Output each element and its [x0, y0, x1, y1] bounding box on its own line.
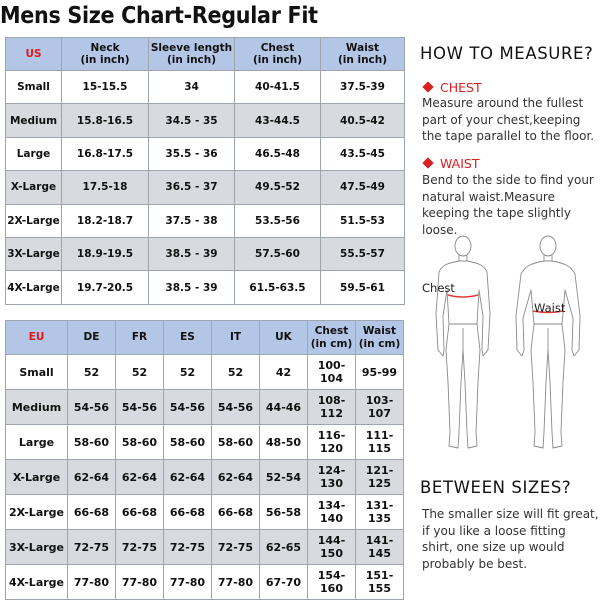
table-row [6, 137, 405, 170]
waist-instructions: Bend to the side to find your natural waist.Measure keeping the tape slightly loose. [422, 173, 594, 237]
table-cell: 53.5-56 [235, 204, 321, 237]
table-cell: 66-68 [212, 495, 260, 530]
table-cell: 62-64 [212, 460, 260, 495]
table-cell: 66-68 [116, 495, 164, 530]
between-sizes-heading: BETWEEN SIZES? [420, 478, 572, 497]
table-cell: 154-160 [308, 565, 356, 600]
column-header: DE [68, 321, 116, 355]
table-header-row [6, 321, 404, 355]
size-label-cell: Medium [6, 390, 68, 425]
table-cell: 37.5 - 38 [149, 204, 235, 237]
table-row [6, 530, 404, 565]
column-header: ES [164, 321, 212, 355]
column-header: Neck (in inch) [62, 38, 149, 71]
table-row [6, 460, 404, 495]
table-cell: 134-140 [308, 495, 356, 530]
table-cell: 43-44.5 [235, 104, 321, 137]
table-cell: 43.5-45 [321, 137, 405, 170]
table-row [6, 390, 404, 425]
size-label-cell: Large [6, 137, 62, 170]
table-header-row [6, 38, 405, 71]
column-header: UK [260, 321, 308, 355]
table-cell: 95-99 [356, 355, 404, 390]
table-row [6, 237, 405, 270]
waist-figure-label: Waist [534, 301, 566, 315]
chest-figure-label: Chest [422, 281, 455, 295]
table-cell: 15.8-16.5 [62, 104, 149, 137]
table-cell: 19.7-20.5 [62, 271, 149, 304]
table-row [6, 71, 405, 104]
table-row [6, 495, 404, 530]
table-cell: 72-75 [164, 530, 212, 565]
table-cell: 131-135 [356, 495, 404, 530]
table-cell: 58-60 [116, 425, 164, 460]
table-cell: 52 [116, 355, 164, 390]
us-size-table [5, 37, 405, 305]
table-cell: 67-70 [260, 565, 308, 600]
table-cell: 38.5 - 39 [149, 237, 235, 270]
table-cell: 54-56 [116, 390, 164, 425]
page-title: Mens Size Chart-Regular Fit [0, 3, 318, 29]
table-row [6, 425, 404, 460]
table-cell: 56-58 [260, 495, 308, 530]
table-row [6, 204, 405, 237]
table-cell: 124-130 [308, 460, 356, 495]
table-cell: 46.5-48 [235, 137, 321, 170]
table-cell: 54-56 [212, 390, 260, 425]
table-cell: 42 [260, 355, 308, 390]
table-cell: 72-75 [212, 530, 260, 565]
body-measurement-illustration [416, 232, 600, 464]
eu-size-table [5, 320, 404, 600]
table-row [6, 271, 405, 304]
table-cell: 77-80 [164, 565, 212, 600]
table-cell: 58-60 [68, 425, 116, 460]
size-label-cell: 4X-Large [6, 565, 68, 600]
size-label-cell: Medium [6, 104, 62, 137]
table-cell: 59.5-61 [321, 271, 405, 304]
size-label-cell: Large [6, 425, 68, 460]
region-label: US [6, 38, 62, 71]
between-sizes-text: The smaller size will fit great, if you like a loose fitting shirt, one size up would probably be best. [422, 507, 599, 571]
column-header: FR [116, 321, 164, 355]
body-figures-icon [416, 232, 600, 464]
how-to-measure-heading: HOW TO MEASURE? [420, 44, 594, 63]
table-cell: 58-60 [164, 425, 212, 460]
table-cell: 54-56 [68, 390, 116, 425]
table-cell: 151-155 [356, 565, 404, 600]
table-cell: 57.5-60 [235, 237, 321, 270]
size-label-cell: 2X-Large [6, 495, 68, 530]
table-cell: 54-56 [164, 390, 212, 425]
size-label-cell: 4X-Large [6, 271, 62, 304]
table-cell: 52 [164, 355, 212, 390]
table-cell: 16.8-17.5 [62, 137, 149, 170]
column-header: Chest (in cm) [308, 321, 356, 355]
table-cell: 77-80 [116, 565, 164, 600]
size-label-cell: 3X-Large [6, 530, 68, 565]
table-cell: 103-107 [356, 390, 404, 425]
table-cell: 48-50 [260, 425, 308, 460]
table-cell: 44-46 [260, 390, 308, 425]
table-row [6, 171, 405, 204]
size-label-cell: X-Large [6, 460, 68, 495]
table-cell: 40-41.5 [235, 71, 321, 104]
column-header: Waist (in cm) [356, 321, 404, 355]
region-label: EU [6, 321, 68, 355]
table-cell: 72-75 [68, 530, 116, 565]
table-cell: 52 [212, 355, 260, 390]
table-cell: 66-68 [68, 495, 116, 530]
chest-tape-icon [448, 295, 478, 297]
table-cell: 34 [149, 71, 235, 104]
table-cell: 18.2-18.7 [62, 204, 149, 237]
table-cell: 116-120 [308, 425, 356, 460]
table-cell: 38.5 - 39 [149, 271, 235, 304]
table-cell: 36.5 - 37 [149, 171, 235, 204]
table-cell: 15-15.5 [62, 71, 149, 104]
table-cell: 52-54 [260, 460, 308, 495]
waist-subheading: WAIST [424, 156, 479, 171]
table-cell: 17.5-18 [62, 171, 149, 204]
size-label-cell: 3X-Large [6, 237, 62, 270]
table-cell: 77-80 [68, 565, 116, 600]
chest-subheading: CHEST [424, 80, 482, 95]
table-cell: 51.5-53 [321, 204, 405, 237]
column-header: Chest (in inch) [235, 38, 321, 71]
table-cell: 40.5-42 [321, 104, 405, 137]
table-cell: 100-104 [308, 355, 356, 390]
table-cell: 52 [68, 355, 116, 390]
table-cell: 47.5-49 [321, 171, 405, 204]
diamond-bullet-icon [422, 157, 433, 168]
table-cell: 55.5-57 [321, 237, 405, 270]
table-cell: 37.5-39 [321, 71, 405, 104]
table-cell: 77-80 [212, 565, 260, 600]
table-cell: 66-68 [164, 495, 212, 530]
size-label-cell: X-Large [6, 171, 62, 204]
table-row [6, 104, 405, 137]
table-cell: 111-115 [356, 425, 404, 460]
table-cell: 34.5 - 35 [149, 104, 235, 137]
table-cell: 18.9-19.5 [62, 237, 149, 270]
table-cell: 35.5 - 36 [149, 137, 235, 170]
size-label-cell: Small [6, 355, 68, 390]
column-header: Sleeve length (in inch) [149, 38, 235, 71]
table-cell: 49.5-52 [235, 171, 321, 204]
size-label-cell: Small [6, 71, 62, 104]
column-header: IT [212, 321, 260, 355]
table-cell: 62-64 [164, 460, 212, 495]
table-cell: 144-150 [308, 530, 356, 565]
size-label-cell: 2X-Large [6, 204, 62, 237]
table-cell: 72-75 [116, 530, 164, 565]
table-cell: 58-60 [212, 425, 260, 460]
table-cell: 62-64 [116, 460, 164, 495]
table-cell: 62-64 [68, 460, 116, 495]
column-header: Waist (in inch) [321, 38, 405, 71]
table-cell: 108-112 [308, 390, 356, 425]
diamond-bullet-icon [422, 81, 433, 92]
table-cell: 141-145 [356, 530, 404, 565]
table-row [6, 355, 404, 390]
table-cell: 61.5-63.5 [235, 271, 321, 304]
table-cell: 121-125 [356, 460, 404, 495]
table-row [6, 565, 404, 600]
table-cell: 62-65 [260, 530, 308, 565]
chest-instructions: Measure around the fullest part of your chest,keeping the tape parallel to the floor. [422, 96, 595, 143]
